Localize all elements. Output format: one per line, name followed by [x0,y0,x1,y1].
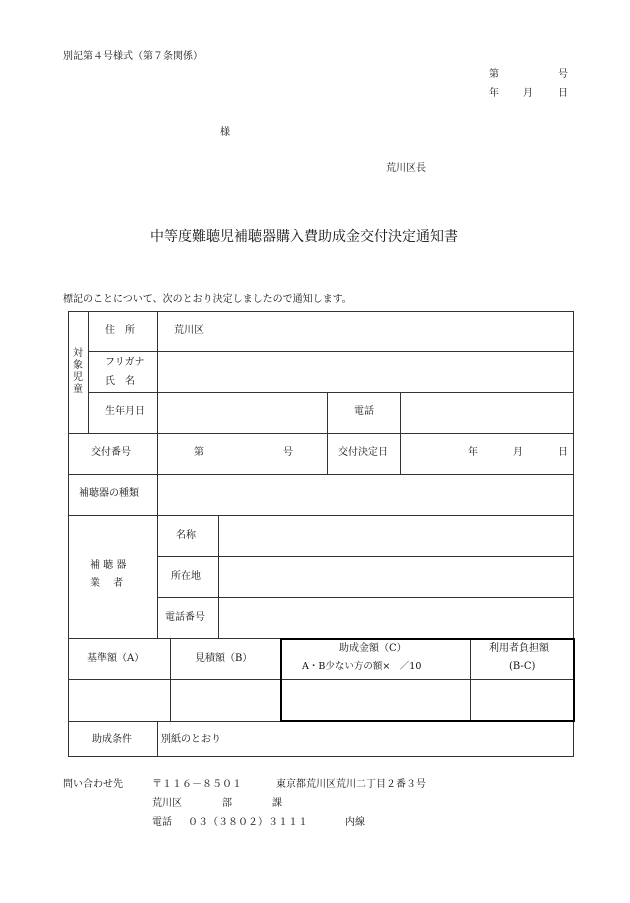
date-month: 月 [523,88,533,99]
base-amount-label: 基準額（A） [87,653,145,664]
contact-address: 東京都荒川区荒川二丁目２番３号 [276,779,426,790]
issuer: 荒川区長 [386,163,426,174]
vendor-location-label: 所在地 [171,571,201,582]
date-day: 日 [558,88,568,99]
notice-form-table [68,311,574,757]
vendor-phone-label: 電話番号 [165,612,205,623]
form-number: 別記第４号様式（第７条関係） [63,51,203,62]
user-burden-formula: (B-C) [509,661,536,672]
address-label: 住 所 [105,325,135,336]
contact-postal: 〒１１６－８５０１ [152,779,242,790]
grant-number-suffix: 号 [283,447,293,458]
name-label: 氏 名 [105,376,135,387]
grant-date-year: 年 [468,447,478,458]
page-title: 中等度難聴児補聴器購入費助成金交付決定通知書 [150,229,458,245]
contact-phone-number: ０３（３８０２）３１１１ [188,817,308,828]
subsidy-formula: A・B少ない方の額× ／10 [302,661,422,672]
grant-date-day: 日 [558,447,568,458]
phone-label: 電話 [354,406,374,417]
grant-date-month: 月 [513,447,523,458]
grant-number-prefix: 第 [194,447,204,458]
vendor-label-line2: 業 者 [90,578,124,589]
contact-label: 問い合わせ先 [63,779,123,790]
contact-extension: 内線 [345,817,365,828]
grant-date-label: 交付決定日 [338,447,388,458]
conditions-value: 別紙のとおり [161,734,221,745]
estimate-label: 見積額（B） [195,653,253,664]
addressee-suffix: 様 [220,127,230,138]
target-child-label: 対象児童 [73,348,83,395]
furigana-label: フリガナ [105,357,145,368]
doc-number-prefix: 第 [489,69,499,80]
date-year: 年 [489,88,499,99]
address-value: 荒川区 [174,325,204,336]
vendor-name-label: 名称 [176,530,196,541]
device-type-label: 補聴器の種類 [79,488,139,499]
user-burden-label: 利用者負担額 [489,643,549,654]
intro-text: 標記のことについて、次のとおり決定しましたので通知します。 [63,294,352,305]
grant-number-label: 交付番号 [91,447,131,458]
doc-number-suffix: 号 [558,69,568,80]
contact-office: 荒川区 部 課 [152,798,282,809]
birthdate-label: 生年月日 [105,406,145,417]
vendor-label-line1: 補 聴 器 [90,560,127,571]
conditions-label: 助成条件 [92,734,132,745]
contact-phone-label: 電話 [152,817,172,828]
subsidy-label: 助成金額（C） [339,643,407,654]
